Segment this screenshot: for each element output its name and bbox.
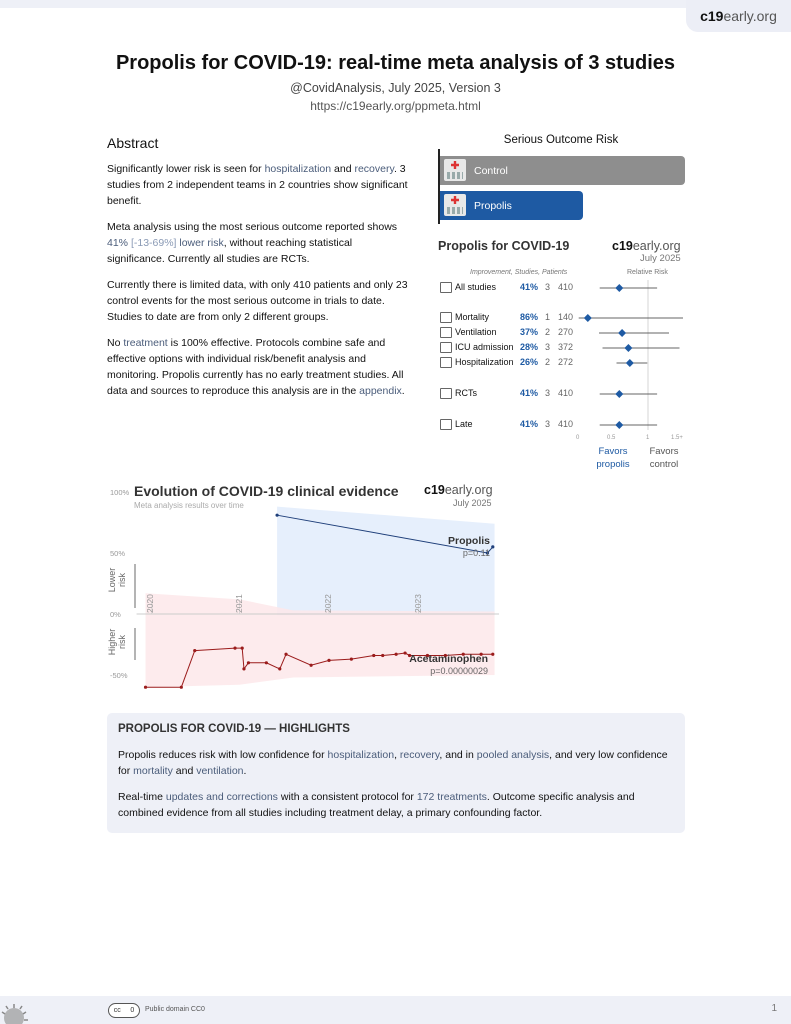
text: , [394, 749, 400, 761]
text: with a consistent protocol for [277, 791, 417, 803]
brand-bold: c19 [612, 239, 633, 253]
study-count: 2 [545, 327, 551, 337]
series-acetaminophen-p: p=0.00000029 [430, 666, 488, 676]
evolution-date: July 2025 [453, 498, 492, 508]
appendix-link[interactable]: appendix [359, 385, 402, 397]
text: and [172, 765, 197, 777]
point-estimate [615, 390, 623, 398]
abstract-heading: Abstract [107, 135, 159, 151]
forest-header-left: Improvement, Studies, Patients [470, 269, 568, 276]
patient-count: 410 [558, 388, 574, 398]
forest-header-right: Relative Risk [627, 269, 668, 276]
brand-bold: c19 [424, 483, 445, 497]
improvement-pct: 26% [519, 357, 538, 367]
favors-propolis [594, 445, 632, 471]
higher-risk-label: Higher risk [107, 628, 127, 656]
improvement-pct: 41% [519, 282, 538, 292]
pooled-analysis-link[interactable]: pooled analysis [476, 749, 550, 761]
tick-label: 0.5 [607, 435, 616, 441]
favors-control [645, 445, 683, 471]
evolution-title: Evolution of COVID-19 clinical evidence [134, 483, 399, 499]
patient-count: 410 [558, 419, 574, 429]
point-estimate [615, 421, 623, 429]
series-point-1 [372, 654, 375, 657]
control-bar [440, 156, 685, 185]
outcome-icon [440, 419, 452, 430]
outcome-icon [440, 357, 452, 368]
favors-word: Favors [598, 446, 628, 457]
treatment-link[interactable]: treatment [123, 337, 168, 349]
series-point-1 [265, 661, 268, 664]
byline: @CovidAnalysis, July 2025, Version 3 [290, 81, 501, 95]
study-count: 2 [545, 357, 551, 367]
study-count: 3 [545, 282, 551, 292]
lower-risk-label: Lower risk [107, 567, 127, 593]
point-estimate [624, 344, 632, 352]
point-estimate [584, 314, 592, 322]
hospital-icon [444, 159, 466, 181]
forest-row[interactable] [438, 311, 574, 325]
year-2020: 2020 [145, 594, 155, 613]
patient-count: 270 [558, 327, 574, 337]
study-count: 3 [545, 419, 551, 429]
text: , without reaching statistical significance. Currently all studies are RCTs. [107, 237, 353, 265]
y-tick-0: 0% [110, 610, 121, 619]
forest-row[interactable] [438, 281, 574, 295]
point-estimate [626, 359, 634, 367]
improvement-pct: 41% [519, 388, 538, 398]
outcome-icon [440, 312, 452, 323]
abstract-p4 [107, 335, 412, 399]
forest-row[interactable] [438, 418, 574, 432]
forest-title: Propolis for COVID-19 [438, 239, 570, 253]
series-point-1 [327, 659, 330, 662]
tick-label: 1 [646, 435, 650, 441]
patient-count: 272 [558, 357, 574, 367]
outcome-name: Hospitalization [455, 357, 514, 367]
text: Real-time [118, 791, 166, 803]
ventilation-link[interactable]: ventilation [196, 765, 244, 777]
outcome-name: RCTs [455, 388, 477, 398]
series-point-0 [491, 545, 494, 548]
brand-bold: c19 [700, 8, 724, 24]
favors-target: propolis [596, 459, 630, 470]
cc0-icon[interactable] [108, 1003, 140, 1018]
patient-count: 410 [558, 282, 574, 292]
outcome-name: Mortality [455, 312, 490, 322]
improvement-pct: 41% [519, 419, 538, 429]
series-acetaminophen-label: Acetaminophen [409, 653, 488, 665]
tick-label: 1.5+ [671, 435, 683, 441]
outcome-icon [440, 327, 452, 338]
improvement-pct: 28% [519, 342, 538, 352]
forest-row[interactable] [438, 326, 574, 340]
updates-link[interactable]: updates and corrections [165, 791, 278, 803]
text: , and very low confidence for [118, 749, 668, 777]
study-count: 3 [545, 388, 551, 398]
propolis-bar-label: Propolis [474, 199, 512, 212]
series-point-1 [247, 661, 250, 664]
recovery-link[interactable]: recovery [354, 163, 394, 175]
highlights-box [107, 713, 685, 833]
highlights-heading: PROPOLIS FOR COVID-19 — HIGHLIGHTS [118, 723, 350, 735]
control-bar-label: Control [474, 164, 508, 177]
hospitalization-link[interactable]: hospitalization [264, 163, 332, 175]
y-tick-neg50: -50% [110, 671, 128, 680]
abstract [107, 135, 412, 409]
evolution-brand [424, 483, 493, 497]
text: . 3 studies from 2 independent teams in 2 countries show significant benefit. [107, 163, 408, 207]
text: . [243, 765, 247, 777]
year-2023: 2023 [413, 594, 423, 613]
series-propolis-p: p=0.11 [462, 548, 490, 558]
abstract-p2 [107, 219, 412, 267]
year-2022: 2022 [323, 594, 333, 613]
point-estimate [618, 329, 626, 337]
patient-count: 372 [558, 342, 574, 352]
page-title: Propolis for COVID-19: real-time meta analysis of 3 studies [115, 52, 676, 74]
favors-target: control [649, 459, 679, 470]
forest-row[interactable] [438, 356, 574, 370]
point-estimate [615, 284, 623, 292]
highlights-p1 [118, 747, 674, 779]
text: . Outcome specific analysis and combined evidence from all studies including treatment delay, a primary confounding factor. [118, 791, 635, 819]
abstract-p3: Currently there is limited data, with only 410 patients and only 23 control events for the most serious outcome in trials to date. Studies to date are from only 2 different groups. [107, 279, 408, 323]
study-count: 3 [545, 342, 551, 352]
outcome-name: Late [455, 419, 473, 429]
propolis-bar [440, 191, 583, 220]
top-band [0, 0, 791, 8]
lower-risk-link[interactable]: lower risk [176, 237, 224, 249]
text: . [401, 385, 405, 397]
year-2021: 2021 [234, 594, 244, 613]
brand-tab[interactable] [686, 0, 791, 32]
evolution-subtitle: Meta analysis results over time [134, 501, 244, 510]
forest-date: July 2025 [640, 253, 681, 264]
y-tick-50: 50% [110, 549, 126, 558]
outcome-icon [440, 282, 452, 293]
improvement-pct: 37% [519, 327, 538, 337]
series-propolis-label: Propolis [447, 535, 490, 547]
propolis-ci-band [277, 507, 494, 616]
license-text: Public domain CC0 [145, 1006, 205, 1013]
hospital-icon [444, 194, 466, 216]
study-count: 1 [545, 312, 551, 322]
series-point-1 [144, 686, 147, 689]
series-point-0 [275, 514, 278, 517]
zero-glyph: 0 [130, 1007, 135, 1014]
brand-rest: early.org [632, 239, 681, 253]
forest-brand [612, 239, 681, 253]
outcome-name: Ventilation [455, 327, 497, 337]
forest-row[interactable] [438, 341, 574, 355]
mortality-link[interactable]: mortality [133, 765, 173, 777]
text: No [107, 337, 124, 349]
recovery-link[interactable]: recovery [399, 749, 440, 761]
y-tick-100: 100% [110, 488, 130, 497]
text: Significantly lower risk is seen for [107, 163, 265, 175]
text: Propolis reduces risk with low confidence for [118, 749, 328, 761]
text: is 100% effective. Protocols combine safe and effective options with individual risk/benefit analysis and monitoring. Propolis currently has no early treatment studies. All data and sources to reproduce this analysis are in the [107, 337, 404, 397]
text: Meta analysis using the most serious outcome reported shows [107, 221, 398, 233]
serious-outcome-title: Serious Outcome Risk [503, 134, 619, 146]
outcome-icon [440, 342, 452, 353]
treatments-link[interactable]: 172 treatments [416, 791, 487, 803]
outcome-name: All studies [455, 282, 497, 292]
cc-glyph: cc [113, 1007, 121, 1014]
tick-label: 0 [576, 435, 580, 441]
brand-rest: early.org [444, 483, 493, 497]
series-point-1 [180, 686, 183, 689]
series-point-1 [278, 667, 281, 670]
series-point-1 [284, 653, 287, 656]
series-point-1 [350, 658, 353, 661]
forest-plot [570, 280, 690, 435]
improvement-pct: 86% [519, 312, 538, 322]
highlights-p2 [118, 789, 674, 821]
series-point-1 [242, 667, 245, 670]
series-point-1 [233, 647, 236, 650]
pct-link[interactable]: 41% [107, 237, 131, 249]
forest-row[interactable] [438, 387, 574, 401]
ci-link[interactable]: [-13-69%] [130, 237, 177, 249]
series-point-1 [491, 653, 494, 656]
text: , and in [439, 749, 477, 761]
text: and [331, 163, 355, 175]
abstract-p1 [107, 161, 412, 209]
series-point-1 [310, 664, 313, 667]
favors-word: Favors [649, 446, 679, 457]
outcome-name: ICU admission [455, 342, 514, 352]
series-point-1 [241, 647, 244, 650]
brand-rest: early.org [723, 8, 777, 24]
outcome-icon [440, 388, 452, 399]
page-number: 1 [771, 1003, 777, 1014]
hospitalization-link[interactable]: hospitalization [327, 749, 395, 761]
series-point-1 [193, 649, 196, 652]
patient-count: 140 [558, 312, 574, 322]
virus-icon [0, 992, 40, 1024]
page-url[interactable]: https://c19early.org/ppmeta.html [310, 99, 481, 113]
